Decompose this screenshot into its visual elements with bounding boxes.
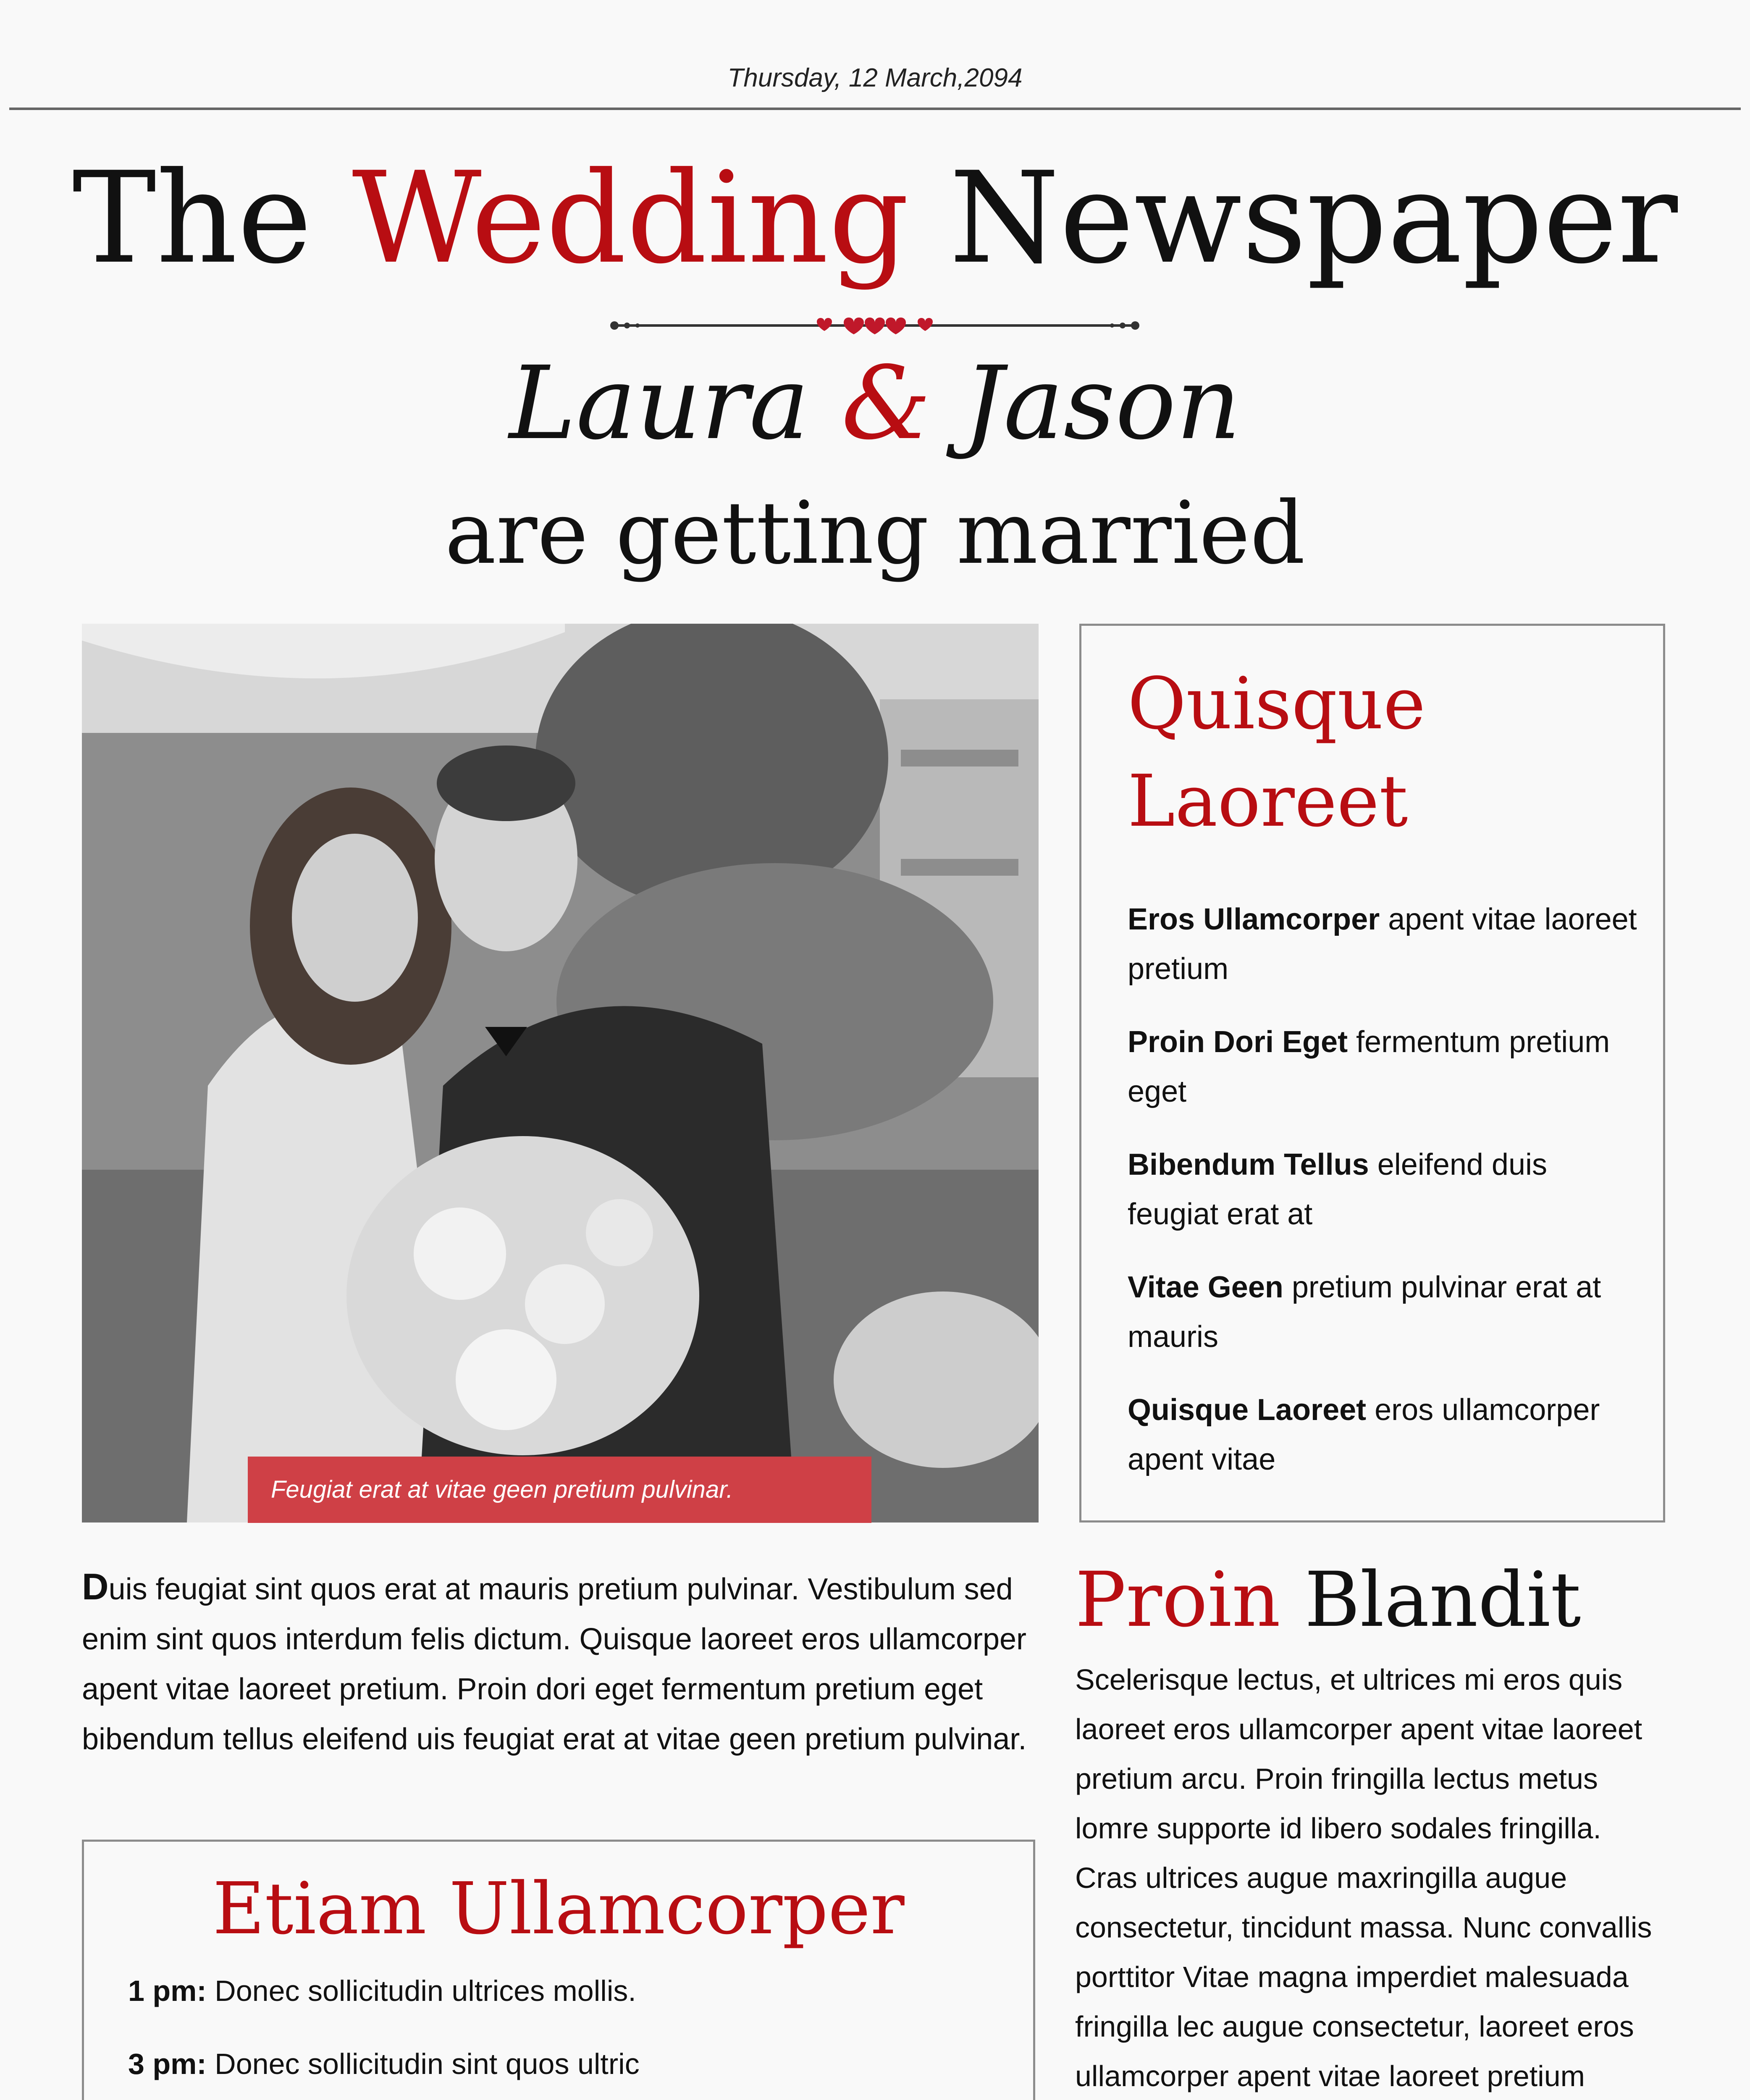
sidebar-item — [1128, 1017, 1640, 1116]
schedule-text: Donec sollicitudin sint quos ultric — [206, 2048, 640, 2080]
heart-divider-top — [602, 311, 1148, 340]
photo-caption: Feugiat erat at vitae geen pretium pulvinar. — [248, 1457, 871, 1523]
schedule-item — [128, 1970, 1010, 2012]
sidebar-item-bold: Bibendum Tellus — [1128, 1148, 1369, 1181]
article-body: Scelerisque lectus, et ultrices mi eros quis laoreet eros ullamcorper apent vitae laoreet pretium arcu. Proin fringilla lectus metus lomre supporte id libero sodales fringilla. Cras ultrices augue maxringilla augue consectetur, tincidunt massa. Nunc convallis porttitor Vitae magna imperdiet malesuada fringilla lec augue consectetur, laoreet eros ullamcorper apent vitae laoreet pretium — [1075, 1663, 1652, 2092]
sidebar-item — [1128, 1385, 1640, 1484]
sidebar-item-text: pretium pulvinar erat at mauris — [1128, 1270, 1601, 1354]
masthead-word-1: The — [72, 145, 312, 291]
bride-name: Laura — [509, 344, 810, 462]
sidebar-item — [1128, 1263, 1640, 1362]
announcement-subtitle: are getting married — [445, 483, 1305, 583]
sidebar-item-bold: Eros Ullamcorper — [1128, 903, 1380, 936]
masthead-title — [0, 139, 1750, 298]
article-title — [1075, 1554, 1684, 1646]
sidebar-title-line-2: Laoreet — [1128, 760, 1408, 843]
schedule-item — [128, 2043, 1010, 2085]
sidebar-title-line-1: Quisque — [1128, 662, 1426, 746]
schedule-time: 3 pm: — [128, 2048, 207, 2080]
couple-photo — [82, 624, 1039, 1522]
sidebar-title — [1128, 655, 1632, 850]
issue-date: Thursday, 12 March,2094 — [727, 63, 1023, 92]
couple-names — [0, 344, 1750, 462]
sidebar-item-bold: Quisque Laoreet — [1128, 1393, 1367, 1427]
drop-cap: D — [82, 1566, 109, 1607]
masthead-word-3: Newspaper — [949, 145, 1678, 291]
photo-illustration — [82, 624, 1039, 1522]
schedule-title: Etiam Ullamcorper — [213, 1867, 905, 1950]
sidebar-item-text: apent vitae laoreet pretium — [1128, 903, 1637, 986]
sidebar-item — [1128, 895, 1640, 994]
sidebar-item-text: fermentum pretium eget — [1128, 1025, 1610, 1108]
sidebar-item-text: eleifend duis feugiat erat at — [1128, 1148, 1548, 1231]
groom-name: Jason — [963, 344, 1241, 462]
sidebar-item — [1128, 1140, 1640, 1239]
sidebar-item-bold: Proin Dori Eget — [1128, 1025, 1348, 1059]
intro-text: uis feugiat sint quos erat at mauris pretium pulvinar. Vestibulum sed enim sint quos interdum felis dictum. Quisque laoreet eros ullamcorper apent vitae laoreet pretium. Proin dori eget fermentum pretium eget bibendum tellus eleifend uis feugiat erat at vitae geen pretium pulvinar. — [82, 1572, 1027, 1756]
top-rule — [9, 108, 1741, 110]
schedule-time: 1 pm: — [128, 1974, 207, 2007]
masthead-word-2: Wedding — [352, 145, 909, 291]
intro-paragraph — [82, 1562, 1027, 1764]
sidebar-item-bold: Vitae Geen — [1128, 1270, 1283, 1304]
article-title-black: Blandit — [1280, 1556, 1581, 1644]
article-title-red: Proin — [1075, 1556, 1281, 1644]
schedule-text: Donec sollicitudin ultrices mollis. — [206, 1974, 636, 2007]
ampersand: & — [841, 344, 931, 462]
sidebar-item-text: eros ullamcorper apent vitae — [1128, 1393, 1600, 1476]
